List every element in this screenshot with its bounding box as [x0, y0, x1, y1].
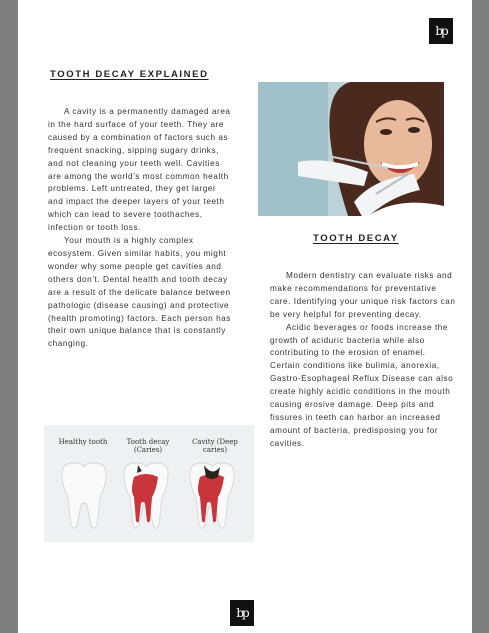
left-paragraph-1: A cavity is a permanently damaged area in the hard surface of your teeth. They are caused by a combination of factors such as frequent snacking, sipping sugary drinks, and not cleaning your teeth well. Cavities are among the world’s most common health problems. Left untreated, they get larger and impact the deeper layers of your teeth which can lead to severe toothaches, infection or tooth loss. — [48, 107, 231, 233]
right-column-text — [270, 270, 456, 451]
left-column-text — [48, 106, 232, 351]
teeth-diagram — [44, 425, 254, 542]
label-tooth-decay: Tooth decay (Caries) — [126, 438, 170, 454]
label-cavity: Cavity (Deep caries) — [192, 438, 238, 454]
left-paragraph-2: Your mouth is a highly complex ecosystem. Given similar habits, you might wonder why some people get cavities and others don’t. Dental health and tooth decay are a result of the delicate balance between pathologic (disease causing) and protective (health promoting) factors. Each person has their own unique balance that is constantly changing. — [48, 236, 231, 349]
logo-text: bp — [435, 24, 447, 38]
section-heading-right: TOOTH DECAY — [313, 233, 399, 244]
healthy-tooth-icon — [62, 463, 106, 528]
patient-photo-graphic — [258, 82, 444, 216]
brand-logo — [429, 18, 453, 44]
label-healthy-tooth: Healthy tooth — [58, 438, 108, 446]
brand-logo-footer — [230, 600, 254, 626]
cavity-tooth-icon — [190, 463, 234, 528]
decayed-tooth-icon — [124, 463, 168, 528]
right-paragraph-1: Modern dentistry can evaluate risks and make recommendations for preventative care. Identifying your unique risk factors can be very helpful for preventing decay. — [270, 271, 456, 319]
logo-text-footer: bp — [236, 606, 248, 620]
section-heading-left: TOOTH DECAY EXPLAINED — [50, 69, 209, 80]
right-paragraph-2: Acidic beverages or foods increase the growth of aciduric bacteria while also contributing to the erosion of enamel. Certain conditions like bulimia, anorexia, Gastro-Esophageal Reflux Disease can also create highly acidic conditions in the mouth causing erosive damage. Deep pits and fissures in teeth can harbor an increased amount of bacteria, predisposing you for cavities. — [270, 322, 454, 448]
dental-patient-photo — [258, 82, 444, 216]
tooth-decay-illustration — [44, 425, 254, 542]
